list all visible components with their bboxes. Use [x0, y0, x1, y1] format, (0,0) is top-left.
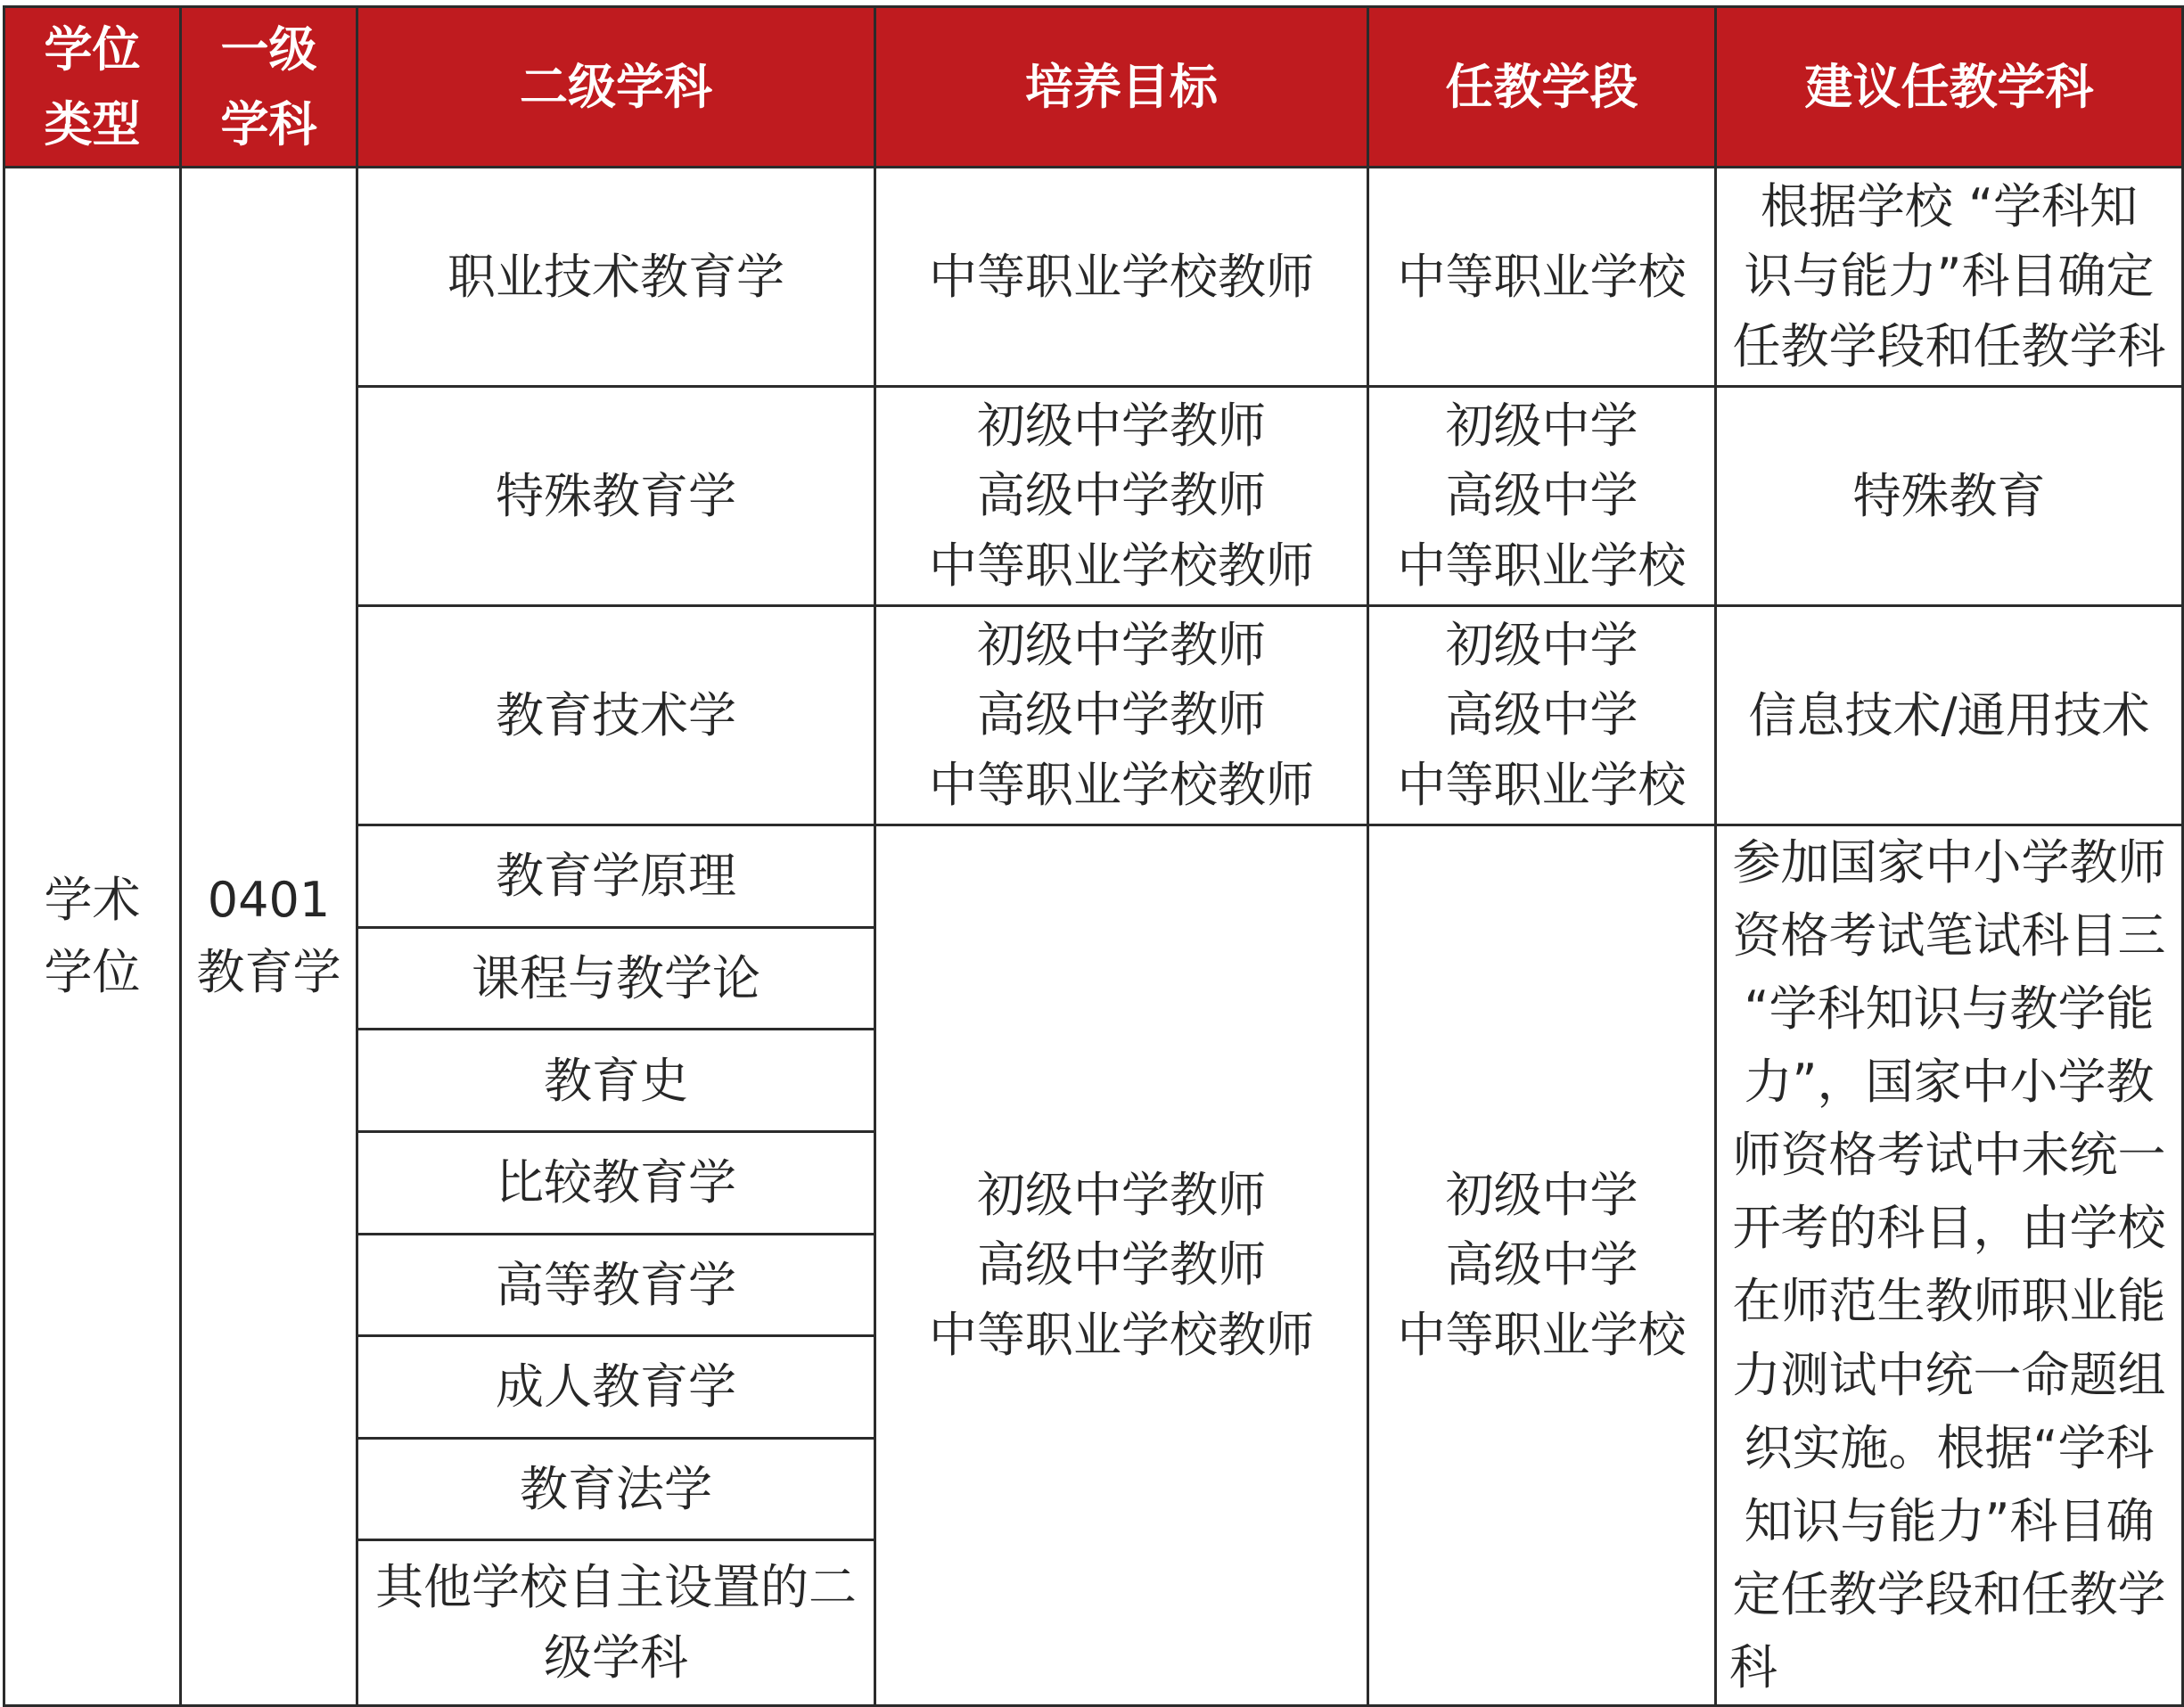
recommended-line: 力测试中统一命题组 — [1732, 1346, 2166, 1403]
goal-cell — [875, 606, 1368, 825]
first-level-cell — [181, 168, 357, 1706]
stage-cell — [1368, 387, 1716, 606]
goal-line: 中等职业学校教师 — [929, 1306, 1314, 1363]
recommended-line: 参加国家中小学教师 — [1732, 834, 2166, 890]
header-first-level — [181, 7, 357, 168]
subject-cell: 课程与教学论 — [357, 927, 875, 1030]
stage-line: 中等职业学校 — [1397, 1306, 1687, 1363]
goal-line: 初级中学教师 — [977, 617, 1266, 674]
recommended-line: “学科知识与教学能 — [1744, 981, 2155, 1038]
stage-line: 中等职业学校 — [1397, 537, 1687, 594]
header-row — [4, 7, 2183, 168]
first-level-name: 教育学 — [196, 944, 341, 1001]
header-recommended: 建议任教学科 — [1716, 7, 2183, 168]
recommended-line: 开考的科目，由学校 — [1732, 1200, 2166, 1257]
subject-table — [3, 5, 2184, 1707]
table-row — [4, 168, 2183, 387]
recommended-cell — [1716, 387, 2183, 606]
recommended-line: 任教学段和任教学科 — [1732, 317, 2166, 374]
recommended-cell — [1716, 606, 2183, 825]
stage-line: 中等职业学校 — [1397, 756, 1687, 813]
group-recommended-cell — [1716, 825, 2183, 1706]
recommended-line: 定任教学段和任教学 — [1732, 1565, 2166, 1622]
recommended-cell — [1716, 168, 2183, 387]
goal-line: 中等职业学校教师 — [929, 756, 1314, 813]
stage-line: 初级中学 — [1445, 1167, 1638, 1224]
subject-cell: 高等教育学 — [357, 1234, 875, 1336]
subject-cell: 特殊教育学 — [357, 387, 875, 606]
subject-cell: 教育技术学 — [357, 606, 875, 825]
degree-type-line2: 学位 — [44, 944, 141, 1001]
header-goal: 培养目标 — [875, 7, 1368, 168]
goal-line: 高级中学教师 — [977, 467, 1266, 524]
stage-cell — [1368, 606, 1716, 825]
subject-cell: 职业技术教育学 — [357, 168, 875, 387]
stage-line: 初级中学 — [1445, 617, 1638, 674]
stage-line: 高级中学 — [1445, 686, 1638, 743]
goal-line: 中等职业学校教师 — [929, 537, 1314, 594]
goal-line: 高级中学教师 — [977, 1236, 1266, 1293]
header-second-level: 二级学科 — [357, 7, 875, 168]
goal-line: 中等职业学校教师 — [929, 249, 1314, 305]
goal-line: 初级中学教师 — [977, 1167, 1266, 1224]
stage-line: 中等职业学校 — [1397, 249, 1687, 305]
subject-line: 级学科 — [544, 1629, 688, 1686]
first-level-code: 0401 — [207, 872, 331, 929]
recommended-line: 科 — [1729, 1638, 1778, 1695]
goal-cell — [875, 387, 1368, 606]
group-stage-cell — [1368, 825, 1716, 1706]
degree-type-line1: 学术 — [44, 872, 141, 929]
subject-cell-other — [357, 1540, 875, 1706]
stage-line: 初级中学 — [1445, 398, 1638, 455]
recommended-line: 力”，国家中小学教 — [1744, 1054, 2155, 1111]
degree-type-cell — [4, 168, 181, 1706]
stage-line: 高级中学 — [1445, 467, 1638, 524]
subject-line: 其他学校自主设置的二 — [375, 1559, 857, 1616]
recommended-line: 特殊教育 — [1852, 468, 2046, 524]
header-first-level-line2: 学科 — [220, 95, 317, 152]
recommended-line: 在师范生教师职业能 — [1732, 1273, 2166, 1330]
recommended-line: 师资格考试中未统一 — [1732, 1127, 2166, 1184]
header-first-level-line1: 一级 — [220, 21, 317, 78]
recommended-line: 知识与能力”科目确 — [1744, 1492, 2155, 1549]
subject-cell: 教育学原理 — [357, 825, 875, 928]
goal-line: 初级中学教师 — [977, 398, 1266, 455]
stage-cell — [1368, 168, 1716, 387]
header-degree-type — [4, 7, 181, 168]
subject-cell: 教育法学 — [357, 1438, 875, 1540]
group-goal-cell — [875, 825, 1368, 1706]
recommended-line: 信息技术/通用技术 — [1748, 687, 2150, 743]
recommended-line: 资格考试笔试科目三 — [1732, 907, 2166, 964]
goal-line: 高级中学教师 — [977, 686, 1266, 743]
recommended-line: 根据学校 “学科知 — [1760, 178, 2139, 235]
subject-cell: 教育史 — [357, 1030, 875, 1132]
header-degree-type-line1: 学位 — [44, 21, 141, 78]
subject-cell: 成人教育学 — [357, 1336, 875, 1439]
goal-cell — [875, 168, 1368, 387]
header-stage: 任教学段 — [1368, 7, 1716, 168]
recommended-line: 识与能力”科目确定 — [1744, 248, 2155, 305]
stage-line: 高级中学 — [1445, 1236, 1638, 1293]
header-degree-type-line2: 类型 — [44, 95, 141, 152]
subject-cell: 比较教育学 — [357, 1131, 875, 1234]
recommended-line: 织实施。根据“学科 — [1744, 1419, 2155, 1476]
